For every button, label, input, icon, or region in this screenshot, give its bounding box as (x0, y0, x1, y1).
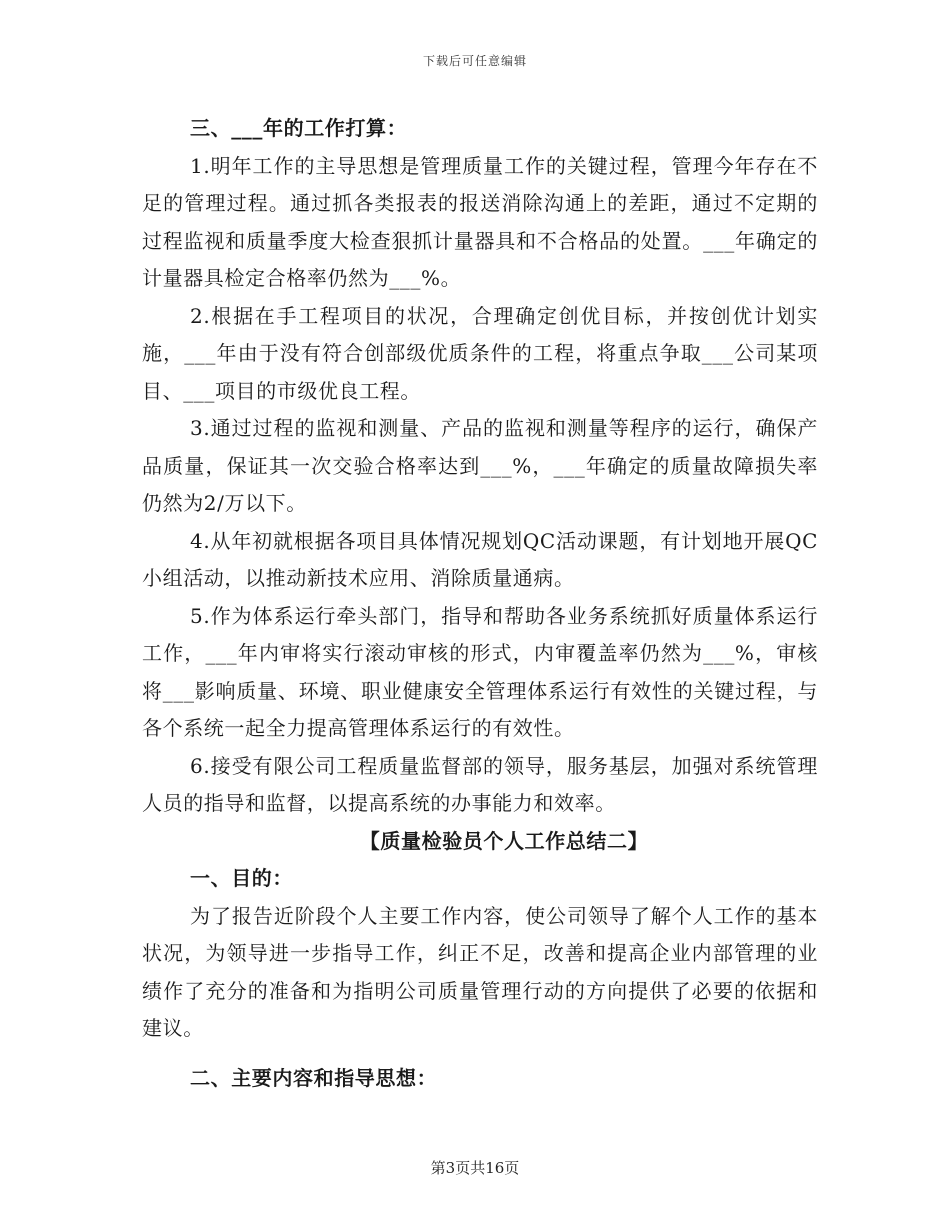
page-header-note: 下载后可任意编辑 (422, 54, 527, 68)
heading-purpose: 一、目的： (190, 866, 293, 890)
plan-item-5: 5.作为体系运行牵头部门，指导和帮助各业务系统抓好质量体系运行工作，___年内审将实行滚动审核的形式，内审覆盖率仍然为___%，审核将___影响质量、环境、职业健康安全管理体系运行有效性的关键过程，与各个系统一起全力提高管理体系运行的有效性。 (142, 603, 818, 740)
plan-item-3: 3.通过过程的监视和测量、产品的监视和测量等程序的运行，确保产品质量，保证其一次交验合格率达到___%，___年确定的质量故障损失率仍然为2/万以下。 (142, 416, 818, 515)
purpose-paragraph: 为了报告近阶段个人主要工作内容，使公司领导了解个人工作的基本状况，为领导进一步指导工作，纠正不足，改善和提高企业内部管理的业绩作了充分的准备和为指明公司质量管理行动的方向提供了必要的依据和建议。 (142, 903, 818, 1040)
document-body (142, 110, 818, 1097)
plan-item-4: 4.从年初就根据各项目具体情况规划QC活动课题，有计划地开展QC小组活动，以推动新技术应用、消除质量通病。 (142, 528, 818, 590)
plan-item-2: 2.根据在手工程项目的状况，合理确定创优目标，并按创优计划实施，___年由于没有符合创部级优质条件的工程，将重点争取___公司某项目、___项目的市级优良工程。 (142, 303, 818, 403)
plan-item-1: 1.明年工作的主导思想是管理质量工作的关键过程，管理今年存在不足的管理过程。通过抓各类报表的报送消除沟通上的差距，通过不定期的过程监视和质量季度大检查狠抓计量器具和不合格品的处置。___年确定的计量器具检定合格率仍然为___%。 (142, 153, 818, 290)
section-title-summary-two: 【质量检验员个人工作总结二】 (359, 828, 649, 853)
heading-work-plan: 三、___年的工作打算： (190, 116, 408, 140)
heading-main-content: 二、主要内容和指导思想： (190, 1065, 438, 1090)
paragraph-spacer (142, 1048, 818, 1060)
plan-item-6: 6.接受有限公司工程质量监督部的领导，服务基层，加强对系统管理人员的指导和监督，以提高系统的办事能力和效率。 (142, 753, 818, 815)
page-number: 第3页共16页 (430, 1159, 520, 1177)
